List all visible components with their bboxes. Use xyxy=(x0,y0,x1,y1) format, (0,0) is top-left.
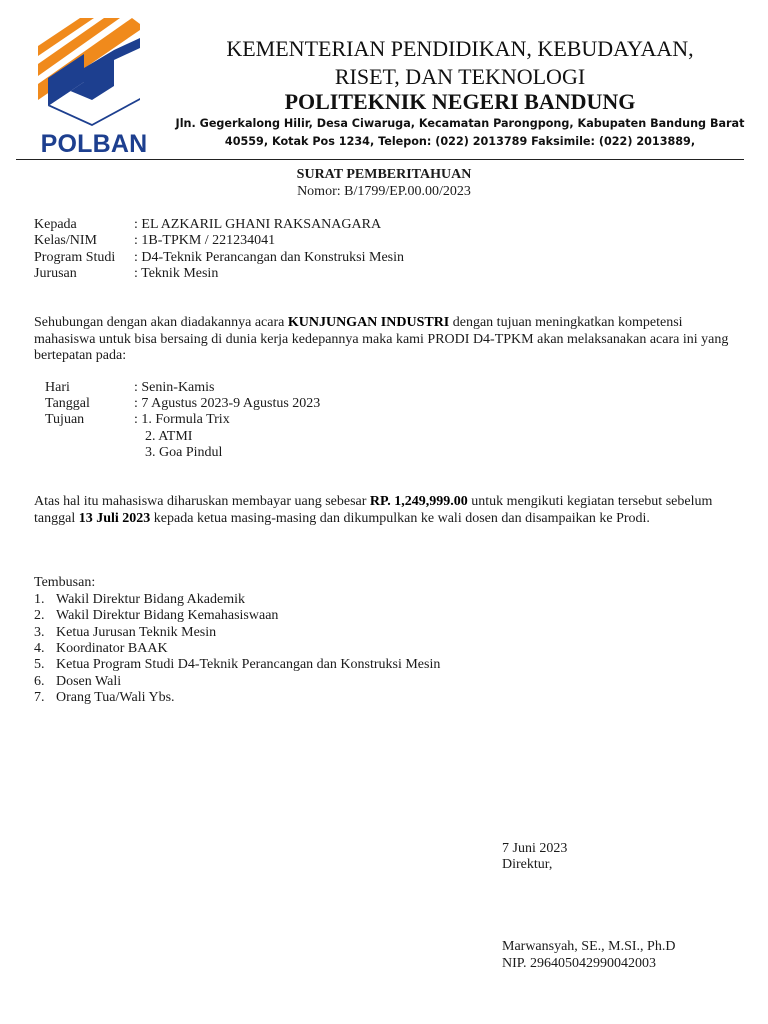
schedule-value: : 7 Agustus 2023-9 Agustus 2023 xyxy=(134,396,321,411)
schedule-label: Tanggal xyxy=(45,396,90,411)
recipient-label: Kelas/NIM xyxy=(34,233,97,248)
intro-paragraph: Sehubungan dengan akan diadakannya acara KUNJUNGAN INDUSTRI dengan tujuan meningkatkan kompetensi mahasiswa untuk bisa bersaing di dunia kerja kedepannya maka kami PRODI D4-TPKM akan melaksanakan acara ini yang bertepatan pada: xyxy=(34,315,729,363)
destination-item: : 1. Formula Trix xyxy=(134,412,230,427)
recipient-value: : Teknik Mesin xyxy=(134,266,219,281)
cc-item: Wakil Direktur Bidang Akademik xyxy=(56,592,245,607)
address-line-2: 40559, Kotak Pos 1234, Telepon: (022) 2013789 Faksimile: (022) 2013889, xyxy=(224,135,696,148)
header-divider xyxy=(16,159,744,160)
ministry-line-1: KEMENTERIAN PENDIDIKAN, KEBUDAYAAN, xyxy=(226,36,694,61)
recipient-label: Program Studi xyxy=(34,250,116,265)
polban-logo-icon xyxy=(28,8,160,130)
recipient-label: Kepada xyxy=(34,217,77,232)
cc-item: Koordinator BAAK xyxy=(56,641,168,656)
cc-item: Orang Tua/Wali Ybs. xyxy=(56,690,175,705)
institution-name: POLITEKNIK NEGERI BANDUNG xyxy=(284,89,636,114)
cc-number: 4. xyxy=(34,641,45,656)
ministry-line-2: RISET, DAN TEKNOLOGI xyxy=(334,64,586,89)
schedule-label: Hari xyxy=(45,380,70,395)
cc-number: 3. xyxy=(34,625,45,640)
cc-item: Wakil Direktur Bidang Kemahasiswaan xyxy=(56,608,279,623)
address-line-1: Jln. Gegerkalong Hilir, Desa Ciwaruga, Kecamatan Parongpong, Kabupaten Bandung Barat xyxy=(175,117,745,130)
recipient-value: : D4-Teknik Perancangan dan Konstruksi Mesin xyxy=(134,250,405,265)
cc-number: 5. xyxy=(34,657,45,672)
signature-date: 7 Juni 2023 xyxy=(502,841,568,856)
cc-heading: Tembusan: xyxy=(34,575,96,590)
cc-item: Dosen Wali xyxy=(56,674,122,689)
recipient-label: Jurusan xyxy=(34,266,77,281)
recipient-value: : 1B-TPKM / 221234041 xyxy=(134,233,276,248)
schedule-value: : Senin-Kamis xyxy=(134,380,215,395)
letter-title: SURAT PEMBERITAHUAN xyxy=(296,167,472,182)
cc-item: Ketua Program Studi D4-Teknik Perancangan dan Konstruksi Mesin xyxy=(56,657,441,672)
cc-number: 2. xyxy=(34,608,45,623)
payment-paragraph: Atas hal itu mahasiswa diharuskan membayar uang sebesar RP. 1,249,999.00 untuk mengikuti kegiatan tersebut sebelum tanggal 13 Juli 2023 kepada ketua masing-masing dan dikumpulkan ke wali dosen dan disampaikan ke Prodi. xyxy=(34,494,713,526)
recipient-value: : EL AZKARIL GHANI RAKSANAGARA xyxy=(134,217,382,232)
logo-wordmark: POLBAN xyxy=(40,130,148,158)
destination-item: 2. ATMI xyxy=(145,429,193,444)
cc-number: 1. xyxy=(34,592,45,607)
cc-number: 6. xyxy=(34,674,45,689)
letter-number: Nomor: B/1799/EP.00.00/2023 xyxy=(297,184,471,199)
cc-number: 7. xyxy=(34,690,45,705)
destination-item: 3. Goa Pindul xyxy=(145,445,223,460)
signatory-nip: NIP. 296405042990042003 xyxy=(502,956,657,971)
polban-logo xyxy=(28,8,160,164)
signatory-name: Marwansyah, SE., M.SI., Ph.D xyxy=(502,939,676,954)
cc-item: Ketua Jurusan Teknik Mesin xyxy=(56,625,217,640)
signature-position: Direktur, xyxy=(502,857,553,872)
schedule-label: Tujuan xyxy=(45,412,85,427)
